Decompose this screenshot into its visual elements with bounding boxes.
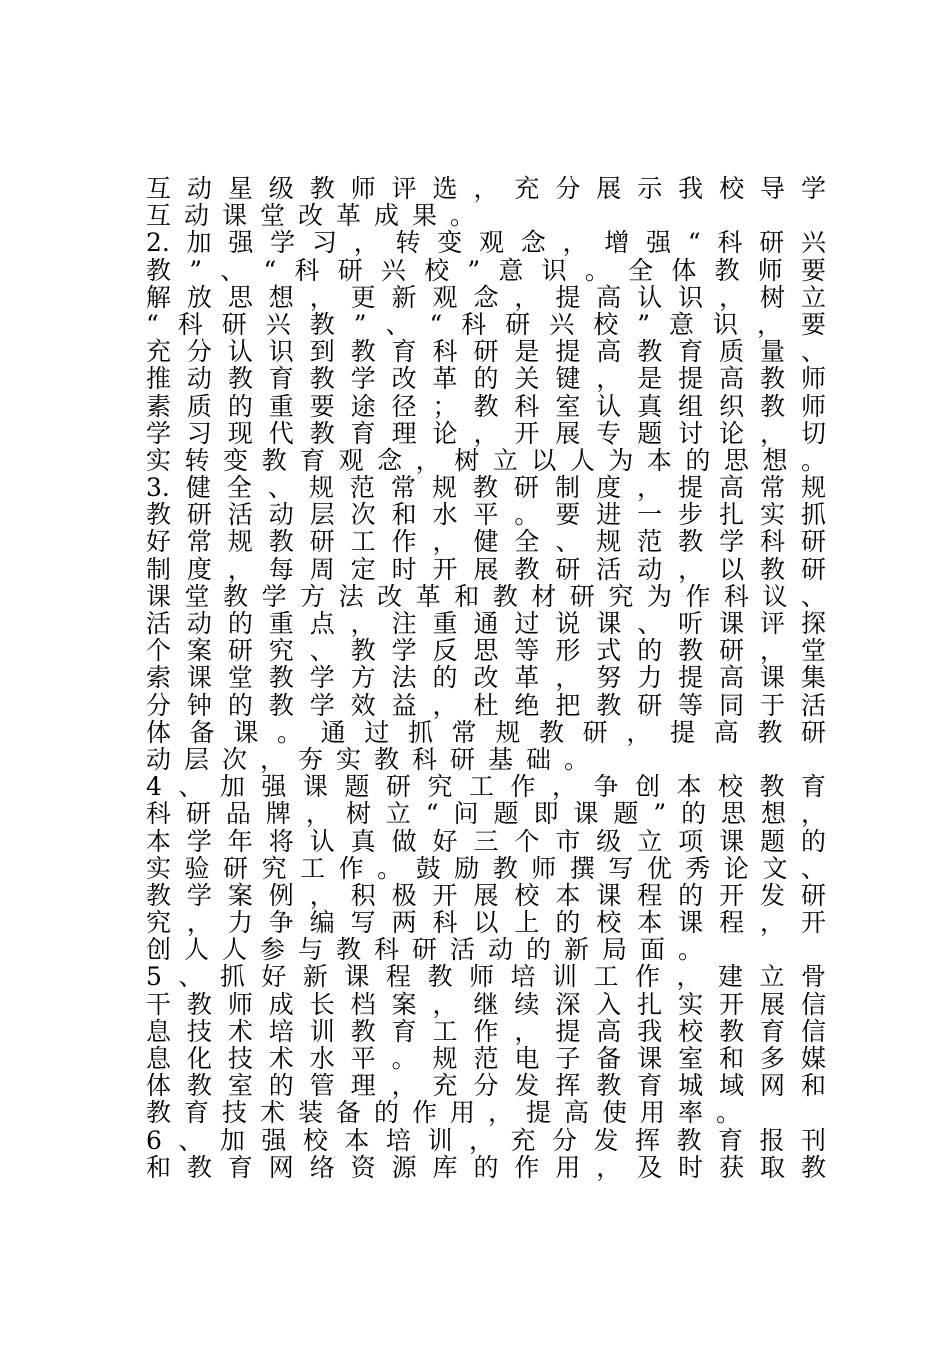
text-line: 教学案例，积极开展校本课程的开发研 — [146, 880, 826, 910]
text-line: 和教育网络资源库的作用，及时获取教 — [146, 1152, 826, 1182]
text-line: 创人人参与教科研活动的新局面。 — [146, 935, 717, 965]
text-line: 息化技术水平。规范电子备课室和多媒 — [146, 1044, 826, 1073]
text-line: 实验研究工作。鼓励教师撰写优秀论文、 — [146, 853, 826, 883]
text-line: 干教师成长档案，继续深入扎实开展信 — [146, 989, 826, 1019]
text-line: 3.健全、规范常规教研制度，提高常规 — [146, 473, 826, 503]
text-line: 素质的重要途径；教科室认真组织教师 — [146, 391, 826, 421]
text-line: 教育技术装备的作用，提高使用率。 — [146, 1098, 755, 1128]
text-line: 究，力争编写两科以上的校本课程，开 — [146, 908, 826, 938]
text-line: 互动课堂改革成果。 — [146, 201, 489, 231]
text-line: 充分认识到教育科研是提高教育质量、 — [146, 337, 826, 367]
document-body — [146, 175, 826, 1181]
text-line: 教”、“科研兴校”意识。全体教师要 — [146, 255, 826, 285]
text-line: “科研兴教”、“科研兴校”意识，要 — [146, 309, 826, 339]
text-line: 课堂教学方法改革和教材研究为作科议、 — [146, 581, 826, 611]
text-line: 本学年将认真做好三个市级立项课题的 — [146, 826, 826, 856]
text-line: 推动教育教学改革的关键，是提高教师 — [146, 364, 826, 394]
text-line: 好常规教研工作，健全、规范教学科研 — [146, 527, 826, 557]
text-line: 5、抓好新课程教师培训工作，建立骨 — [146, 962, 826, 992]
text-line: 解放思想，更新观念，提高认识，树立 — [146, 282, 826, 312]
text-line: 制度，每周定时开展教研活动，以教研 — [146, 554, 826, 584]
text-line: 活动的重点，注重通过说课、听课评探 — [146, 609, 826, 638]
text-line: 科研品牌，树立“问题即课题”的思想， — [146, 799, 826, 829]
text-line: 体教室的管理，充分发挥教育城域网和 — [146, 1071, 826, 1101]
text-line: 息技术培训教育工作，提高我校教育信 — [146, 1016, 826, 1046]
text-line: 教研活动层次和水平。要进一步扎实抓 — [146, 500, 826, 530]
text-line: 个案研究、教学反思等形式的教研，堂 — [146, 636, 826, 666]
text-line: 互动星级教师评选，充分展示我校导学 — [146, 174, 826, 203]
text-line: 4、加强课题研究工作，争创本校教育 — [146, 772, 826, 802]
text-line: 学习现代教育理论，开展专题讨论，切 — [146, 418, 826, 448]
text-line: 索课堂教学方法的改革，努力提高课集 — [146, 663, 826, 693]
text-line: 2.加强学习，转变观念，增强“科研兴 — [146, 228, 826, 258]
text-line: 实转变教育观念，树立以人为本的思想。 — [146, 445, 826, 475]
text-line: 6、加强校本培训，充分发挥教育报刊 — [146, 1125, 826, 1155]
text-line: 动层次，夯实教科研基础。 — [146, 744, 603, 774]
text-line: 体备课。通过抓常规教研，提高教研 — [146, 717, 826, 747]
text-line: 分钟的教学效益，杜绝把教研等同于活 — [146, 690, 826, 720]
